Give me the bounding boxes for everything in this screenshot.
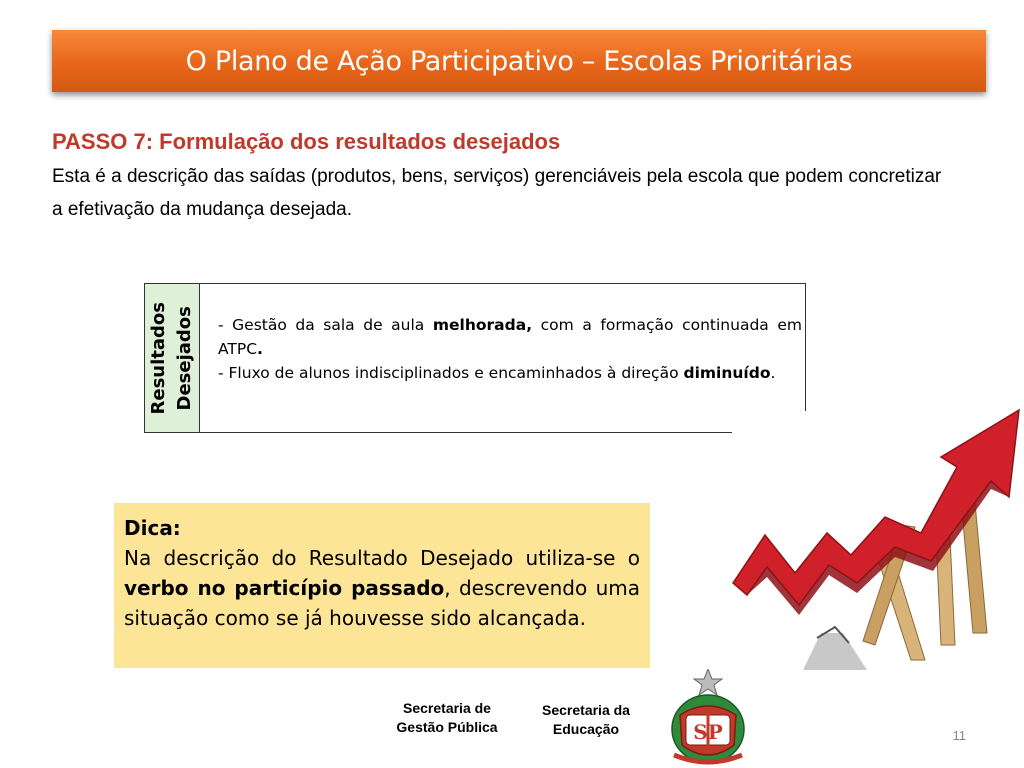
result-item-1 xyxy=(218,313,802,361)
result-2-period: . xyxy=(770,364,776,382)
step-description: Esta é a descrição das saídas (produtos, bens, serviços) gerenciáveis pela escola que podem concretizar a efetivação da mudança desejada. xyxy=(52,166,942,220)
tip-text-end: , descrevendo uma situação como se já houvesse sido alcançada. xyxy=(124,576,640,630)
result-2-text: - Fluxo de alunos indisciplinados e encaminhados à direção xyxy=(218,364,684,382)
page-number: 11 xyxy=(952,728,966,743)
table-right-border xyxy=(805,283,806,411)
slide-title: O Plano de Ação Participativo – Escolas Prioritárias xyxy=(185,45,853,77)
seal-letters: SP xyxy=(693,720,723,744)
result-1-text: - Gestão da sala de aula xyxy=(218,316,433,334)
rising-red-arrow-icon xyxy=(725,405,1024,670)
result-2-bold: diminuído xyxy=(683,364,771,382)
tip-title: Dica: xyxy=(124,516,181,540)
desired-results-table xyxy=(144,283,806,433)
result-item-2 xyxy=(218,361,802,385)
result-1-period: . xyxy=(257,340,263,358)
result-1-bold: melhorada, xyxy=(432,316,533,334)
step-heading: PASSO 7: Formulação dos resultados desejados xyxy=(52,129,561,154)
table-bottom-border xyxy=(200,432,732,433)
footer-label-gestao: Secretaria de Gestão Pública xyxy=(396,700,498,735)
table-content xyxy=(218,313,802,385)
tip-text: Na descrição do Resultado Desejado utiliza-se o xyxy=(124,546,640,570)
title-bar xyxy=(52,30,986,92)
tip-text-bold: verbo no particípio passado xyxy=(124,576,445,600)
sao-paulo-coat-of-arms-icon xyxy=(664,669,752,768)
table-side-header xyxy=(144,283,200,433)
table-top-border xyxy=(200,283,806,284)
table-side-label: Resultados Desejados xyxy=(148,301,195,415)
tip-box xyxy=(114,503,650,668)
footer-label-educacao: Secretaria da Educação xyxy=(542,702,630,737)
result-1-text-cont: com a formação continuada em ATPC xyxy=(218,316,802,358)
